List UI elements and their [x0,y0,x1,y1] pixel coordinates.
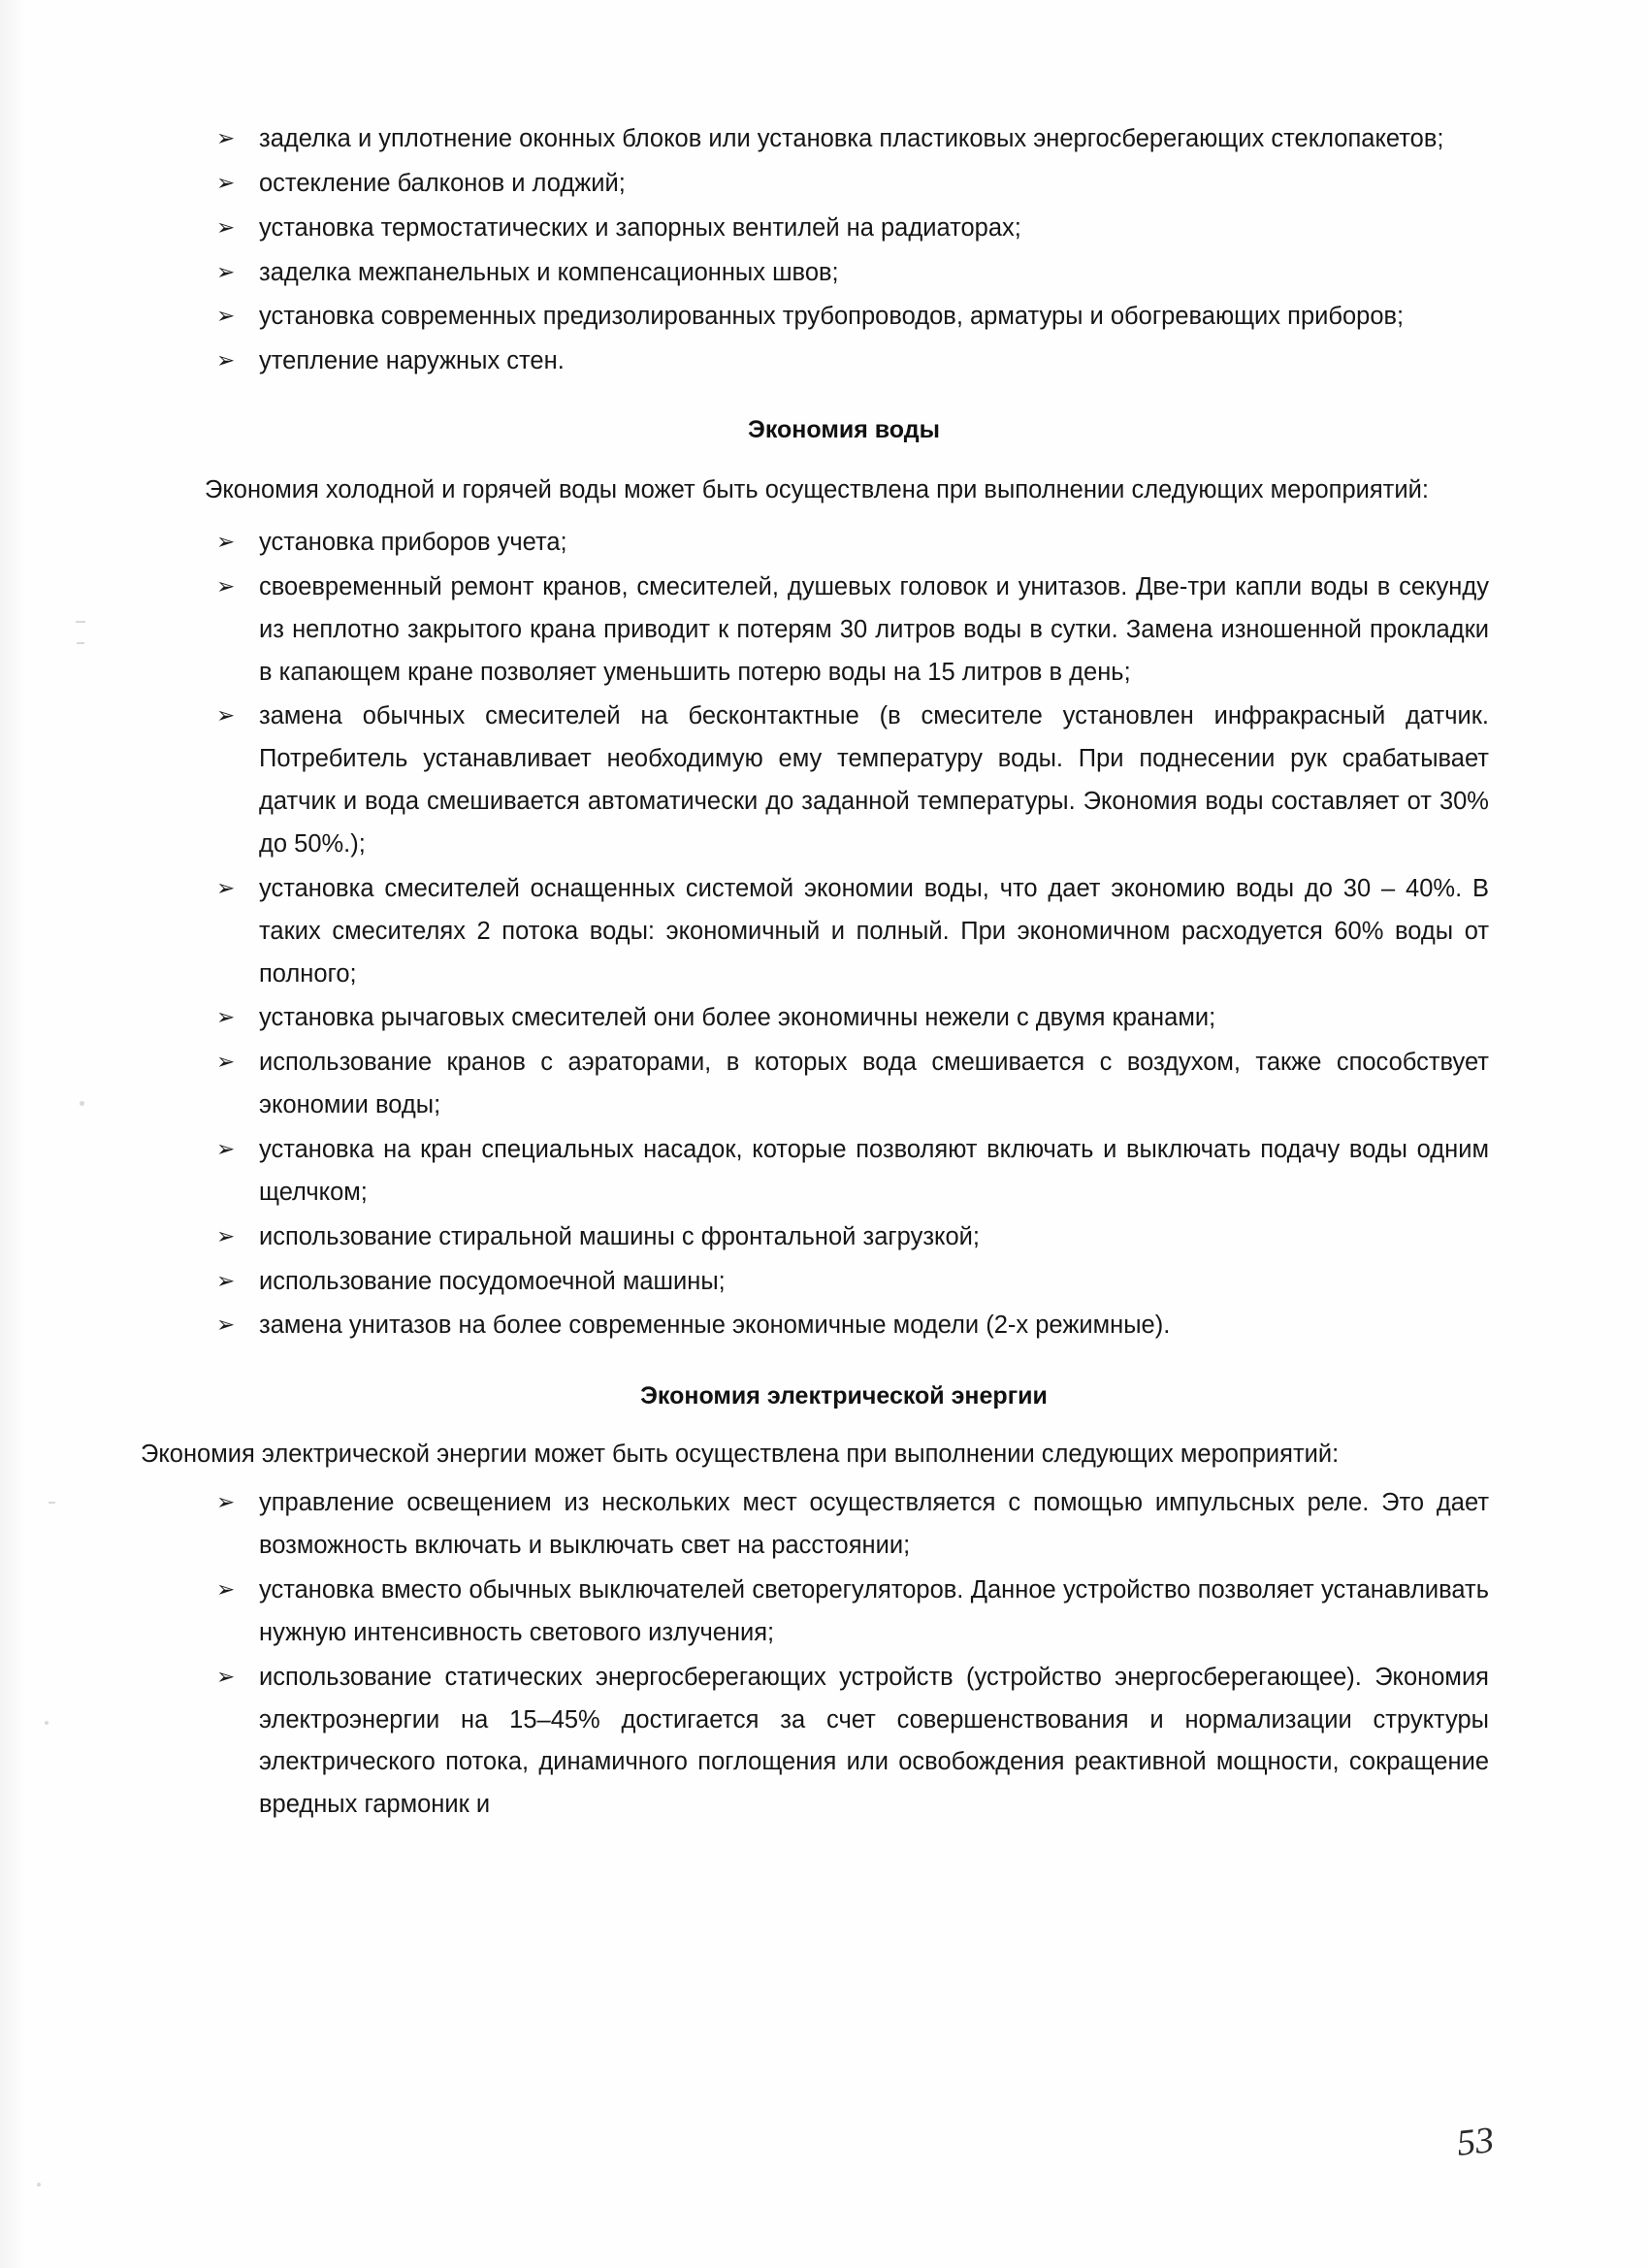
scan-artifact [48,1502,55,1504]
list-item-text: установка рычаговых смесителей они более экономичны нежели с двумя кранами; [259,1004,1216,1032]
list-item-text: установка термостатических и запорных вентилей на радиаторах; [259,213,1021,242]
list-item [199,1042,1489,1127]
scan-artifact [37,2183,41,2187]
page-edge-shadow [0,0,25,2268]
list-item [199,163,1489,206]
list-item-text: установка вместо обычных выключателей светорегуляторов. Данное устройство позволяет устанавливать нужную интенсивность светового излучения; [259,1575,1489,1646]
arrow-bullet-icon: ➢ [216,1576,236,1603]
list-item [199,696,1489,865]
arrow-bullet-icon: ➢ [216,875,236,901]
list-item [199,252,1489,295]
list-item [199,296,1489,339]
arrow-bullet-icon: ➢ [216,573,236,599]
arrow-bullet-icon: ➢ [216,530,236,556]
arrow-bullet-icon: ➢ [216,1312,236,1339]
list-item [199,1570,1489,1655]
list-item [199,118,1489,161]
list-item-text: использование стиральной машины с фронтальной загрузкой; [259,1222,980,1250]
section-heading-water: Экономия воды [748,416,940,444]
list-item-text: установка приборов учета; [259,529,567,557]
list-item [199,208,1489,250]
scan-artifact [80,1101,84,1106]
top-measures-list [199,118,1489,383]
section-heading-electricity: Экономия электрической энергии [640,1382,1048,1410]
arrow-bullet-icon: ➢ [216,1268,236,1294]
arrow-bullet-icon: ➢ [216,703,236,729]
list-item-text: своевременный ремонт кранов, смесителей, душевых головок и унитазов. Две-три капли воды в секунду из неплотно закрытого крана приводит к потерям 30 литров воды в сутки. Замена изношенной прокладки в капающем кране позволяет уменьшить потерю воды на 15 литров в день; [259,572,1489,686]
section-intro-electricity: Экономия электрической энергии может быть осуществлена при выполнении следующих мероприятий: [141,1441,1340,1469]
page-content [141,118,1489,1829]
arrow-bullet-icon: ➢ [216,214,236,241]
list-item-text: использование кранов с аэраторами, в которых вода смешивается с воздухом, также способствует экономии воды; [259,1049,1489,1119]
list-item [199,1216,1489,1259]
list-item [199,868,1489,996]
arrow-bullet-icon: ➢ [216,1050,236,1076]
scan-artifact [45,1721,48,1725]
arrow-bullet-icon: ➢ [216,1137,236,1163]
arrow-bullet-icon: ➢ [216,304,236,330]
list-item [199,997,1489,1040]
page-number: 53 [1454,2120,1497,2164]
list-item [199,1129,1489,1215]
arrow-bullet-icon: ➢ [216,126,236,151]
arrow-bullet-icon: ➢ [216,348,236,374]
list-item [199,340,1489,383]
arrow-bullet-icon: ➢ [216,1490,236,1516]
list-item-text: остекление балконов и лоджий; [259,169,626,197]
water-measures-list [199,522,1489,1347]
arrow-bullet-icon: ➢ [216,1664,236,1690]
list-item-text: использование посудомоечной машины; [259,1267,726,1295]
scan-artifact [76,621,85,623]
list-item [199,1305,1489,1347]
list-item [199,1657,1489,1827]
list-item-text: управление освещением из нескольких мест осуществляется с помощью импульсных реле. Это дает возможность включать и выключать свет на расстоянии; [259,1489,1489,1560]
arrow-bullet-icon: ➢ [216,1223,236,1249]
list-item [199,567,1489,695]
arrow-bullet-icon: ➢ [216,1005,236,1031]
list-item [199,522,1489,565]
list-item-text: утепление наружных стен. [259,347,565,375]
scan-artifact [77,642,84,644]
list-item [199,1482,1489,1568]
arrow-bullet-icon: ➢ [216,259,236,285]
list-item [199,1261,1489,1304]
section-intro-water: Экономия холодной и горячей воды может быть осуществлена при выполнении следующих мероприятий: [205,476,1429,504]
arrow-bullet-icon: ➢ [216,170,236,196]
list-item-text: установка современных предизолированных трубопроводов, арматуры и обогревающих приборов; [259,303,1405,331]
list-item-text: установка смесителей оснащенных системой экономии воды, что дает экономию воды до 30 – 40%. В таких смесителях 2 потока воды: экономичный и полный. При экономичном расходуется 60% воды от полного; [259,874,1489,988]
list-item-text: заделка и уплотнение оконных блоков или установка пластиковых энергосберегающих стеклопакетов; [259,125,1444,152]
list-item-text: использование статических энергосберегающих устройств (устройство энергосберегающее). Экономия электроэнергии на 15–45% достигается за счет совершенствования и нормализации структуры электрического потока, динамичного поглощения или освобождения реактивной мощности, сокращение вредных гармоник и [259,1663,1489,1819]
list-item-text: замена унитазов на более современные экономичные модели (2-х режимные). [259,1312,1171,1340]
list-item-text: установка на кран специальных насадок, которые позволяют включать и выключать подачу воды одним щелчком; [259,1136,1489,1206]
list-item-text: замена обычных смесителей на бесконтактные (в смесителе установлен инфракрасный датчик. Потребитель устанавливает необходимую ему температуру воды. При поднесении рук срабатывает датчик и вода смешивается автоматически до заданной температуры. Экономия воды составляет от 30% до 50%.); [259,702,1489,859]
list-item-text: заделка межпанельных и компенсационных швов; [259,258,839,286]
electricity-measures-list [199,1482,1489,1827]
